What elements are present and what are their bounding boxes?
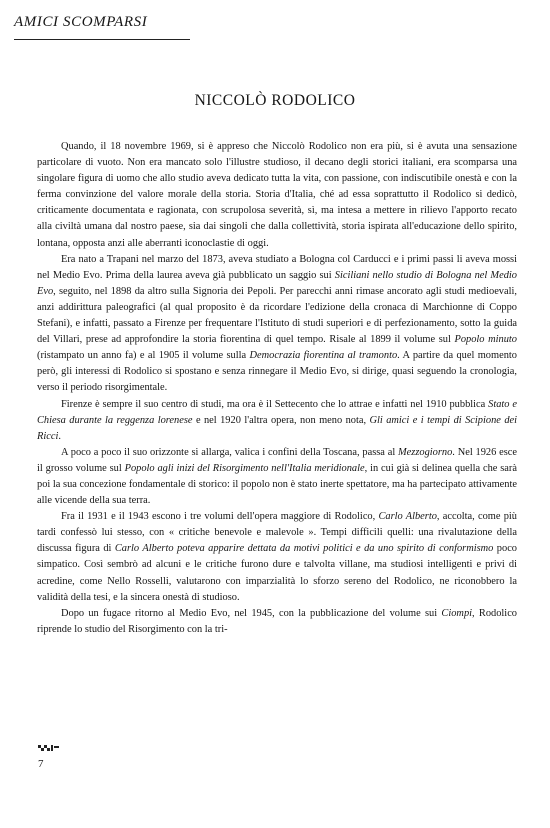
paragraph-text: . Nel 1926 esce il grosso volume sul (37, 446, 517, 474)
body-paragraph (37, 606, 517, 638)
paragraph-text: poco simpatico. Così sembrò ad alcuni e le critiche furono dure e talvolta villane, ma studiosi intelligenti e privi di acredine, come Nello Rosselli, valutarono con imparzialità lo sforzo sereno del Rodolico, ne riconobbero la validità della tesi, e la sincera onestà di studioso. (37, 543, 518, 603)
paragraph-text: . A partire da quel momento però, gli interessi di Rodolico si spostano e senza rinnegare il Medio Evo, si dirige, quasi seguendo la cronologia, verso il periodo risorgimentale. (37, 350, 517, 394)
paragraph-text: , accolta, come più tardi confessò lui stesso, con « critiche benevole e malevole ». Tempi difficili quelli: una rivalutazione della discussa figura di (37, 511, 517, 555)
article-body (37, 139, 517, 638)
italic-title-text: Popolo agli inizi del Risorgimento nell'Italia meridionale (124, 462, 365, 474)
italic-title-text: Carlo Alberto (378, 511, 437, 523)
italic-title-text: Mezzogiorno (398, 446, 453, 458)
paragraph-text: Era nato a Trapani nel marzo del 1873, aveva studiato a Bologna col Carducci e i primi passi li aveva mossi nel Medio Evo. Prima della laurea aveva già pubblicato un saggio sui (37, 253, 517, 281)
italic-title-text: Stato e Chiesa durante la reggenza lorenese (37, 398, 517, 426)
body-paragraph (37, 252, 517, 397)
paragraph-text: , Rodolico riprende lo studio del Risorgimento con la tri- (37, 607, 518, 635)
italic-title-text: Popolo minuto (454, 334, 517, 346)
header-rule (14, 39, 190, 40)
italic-title-text: Carlo Alberto poteva apparire dettata da motivi politici e da uno spirito di conformismo (114, 543, 494, 555)
paragraph-text: , in cui già si delinea quella che sarà poi la sua concezione fondamentale di storico: il popolo non è stato inerte spettatore, ma ha partecipato attivamente alle vicende della sua terra. (37, 462, 517, 507)
paragraph-text: Dopo un fugace ritorno al Medio Evo, nel 1945, con la pubblicazione del volume sui (61, 607, 442, 619)
paragraph-text: . (58, 430, 61, 442)
italic-title-text: Democrazia fiorentina al tramonto (249, 350, 398, 362)
italic-title-text: Gli amici e i tempi di Scipione dei Ricci (37, 414, 518, 442)
body-paragraph (37, 139, 517, 252)
italic-title-text: Siciliani nello studio di Bologna nel Medio Evo (37, 269, 517, 297)
paragraph-text: Firenze è sempre il suo centro di studi, ma ora è il Settecento che lo attrae e infatti nel 1910 pubblica (61, 398, 489, 410)
paragraph-text: Quando, il 18 novembre 1969, si è appreso che Niccolò Rodolico non era più, si è avuta una sensazione particolare di vuoto. Non era mancato solo l'illustre studioso, il decano degli storici italiani, era scomparsa una singolare figura di uomo che allo studio aveva dedicato tutta la vita, con passione, con indiscutibile onestà e con la ferma convinzione del valore morale della storia. Storia d'Italia, ché ad essa soprattutto il Rodolico si dedicò, criticamente documentata e ragionata, con scrupolosa severità, sì, ma intesa a mettere in rilievo l'apporto recato alla civiltà umana dal nostro paese, sia dai singoli che dalla collettività, storia ispirata all'educazione dello spirito, lontana, opposta anzi alle aberranti iconoclastie di oggi. (37, 141, 517, 249)
section-header: AMICI SCOMPARSI (14, 14, 148, 30)
paragraph-text: Fra il 1931 e il 1943 escono i tre volumi dell'opera maggiore di Rodolico, (61, 511, 379, 523)
paragraph-text: (ristampato un anno fa) e al 1905 il volume sulla (37, 350, 250, 362)
article-title: NICCOLÒ RODOLICO (194, 92, 356, 109)
paragraph-text: A poco a poco il suo orizzonte si allarga, valica i confini della Toscana, passa al (61, 446, 399, 458)
body-paragraph (37, 445, 517, 509)
paragraph-text: , seguito, nel 1898 da altro sulla Signoria dei Pepoli. Per parecchi anni rimase ancorato agli studi medioevali, anzi addirittura paleografici (al qual proposito è da ricordare l'edizione della cronaca di Marchionne di Coppo Stefani), e infatti, passato a Firenze per frequentare l'Istituto di studi superiori e di perfezionamento, sotto la guida del Villari, prese ad approfondire la storia fiorentina di quel tempo. Risale al 1899 il volume sul (37, 285, 517, 346)
page-number: 7 (38, 758, 44, 770)
body-paragraph (37, 397, 517, 445)
printer-ornament-icon (38, 744, 60, 753)
italic-title-text: Ciompi (441, 607, 473, 619)
paragraph-text: e nel 1920 l'altra opera, non meno nota, (192, 414, 370, 426)
body-paragraph (37, 509, 517, 606)
